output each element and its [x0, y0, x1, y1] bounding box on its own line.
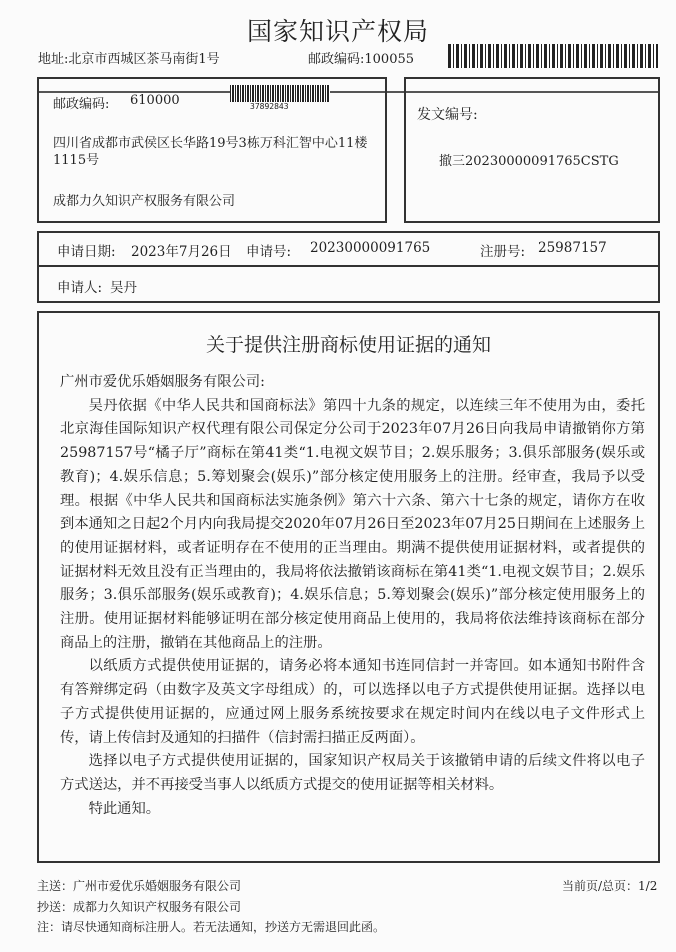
notice-body [60, 371, 645, 821]
recipient-company: 成都力久知识产权服务有限公司 [53, 194, 236, 209]
footer-note: 注：请尽快通知商标注册人。若无法通知，抄送方无需退回此函。 [37, 920, 386, 934]
office-postcode: 邮政编码:100055 [308, 52, 415, 67]
dispatch-number: 撤三20230000091765CSTG [439, 154, 619, 169]
page-indicator: 当前页/总页：1/2 [562, 879, 658, 893]
notice-addressee: 广州市爱优乐婚姻服务有限公司: [60, 374, 265, 390]
registration-number-label: 注册号: [480, 244, 526, 260]
notice-paragraph: 以纸质方式提供使用证据的，请务必将本通知书连同信封一并寄回。如本通知书附件含有答辩绑定码（由数字及英文字母组成）的，可以选择以电子方式提供使用证据。选择以电子方式提供使用证据的，应通过网上服务系统按要求在规定时间内在线以电子文件形式上传，请上传信封及通知的扫描件（信封需扫描正反两面）。 [60, 658, 645, 746]
office-title: 国家知识产权局 [246, 17, 429, 46]
recipient-postcode-label: 邮政编码: [53, 97, 110, 112]
header-barcode [448, 44, 658, 68]
recipient-barcode [230, 85, 330, 102]
application-date: 2023年7月26日 [131, 244, 232, 260]
recipient-address: 四川省成都市武侯区长华路19号3栋万科汇智中心11楼1115号 [53, 136, 368, 168]
applicant-name: 吴丹 [110, 280, 137, 296]
recipient-barcode-number: 37892843 [250, 102, 289, 111]
notice-title: 关于提供注册商标使用证据的通知 [205, 334, 491, 356]
application-date-label: 申请日期: [57, 244, 116, 260]
registration-number: 25987157 [538, 240, 607, 256]
recipient-postcode: 610000 [130, 93, 180, 108]
office-address: 地址:北京市西城区茶马南街1号 [38, 52, 220, 67]
footer-main-recipient: 主送：广州市爱优乐婚姻服务有限公司 [37, 879, 242, 893]
footer-cc: 抄送：成都力久知识产权服务有限公司 [37, 900, 242, 914]
applicant-label: 申请人: [57, 280, 103, 296]
dispatch-label: 发文编号: [417, 107, 478, 123]
notice-closing: 特此通知。 [88, 800, 161, 817]
notice-paragraph: 吴丹依据《中华人民共和国商标法》第四十九条的规定，以连续三年不使用为由，委托北京海佳国际知识产权代理有限公司保定分公司于2023年07月26日向我局申请撤销你方第25987157号“橘子厅”商标在第41类“1.电视文娱节目；2.娱乐服务；3.俱乐部服务(娱乐或教育)；4.娱乐信息；5.筹划聚会(娱乐)”部分核定使用服务上的注册。经审查，我局予以受理。根据《中华人民共和国商标法实施条例》第六十六条、第六十七条的规定，请你方在收到本通知之日起2个月内向我局提交2020年07月26日至2023年07月25日期间在上述服务上的使用证据材料，或者证明存在不使用的正当理由。期满不提供使用证据材料，或者提供的证据材料无效且没有正当理由的，我局将依法撤销该商标在第41类“1.电视文娱节目；2.娱乐服务；3.俱乐部服务(娱乐或教育)；4.娱乐信息；5.筹划聚会(娱乐)”部分核定使用服务上的注册。使用证据材料能够证明在部分核定使用商品上使用的，我局将依法维持该商标在部分商品上的注册，撤销在其他商品上的注册。 [60, 397, 645, 651]
notice-paragraph: 选择以电子方式提供使用证据的，国家知识产权局关于该撤销申请的后续文件将以电子方式送达，并不再接受当事人以纸质方式提交的使用证据等相关材料。 [60, 753, 645, 793]
application-number: 20230000091765 [310, 240, 431, 256]
application-number-label: 申请号: [246, 244, 292, 260]
